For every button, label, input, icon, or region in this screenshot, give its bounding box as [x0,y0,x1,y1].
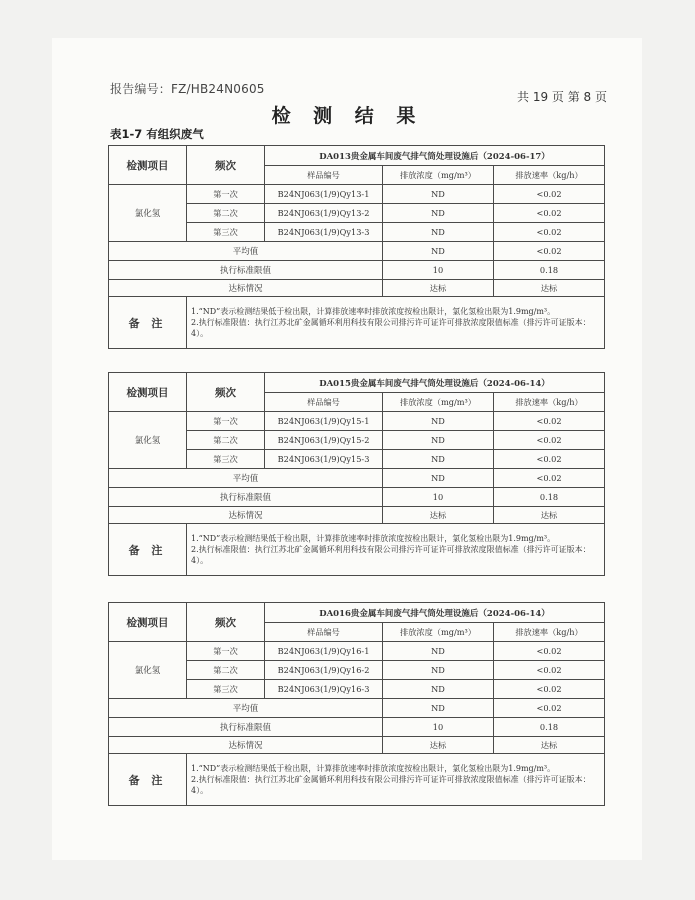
header-sample-no: 样品编号 [265,393,383,412]
page-title: 检 测 结 果 [271,105,424,127]
compliance-label: 达标情况 [109,737,383,754]
concentration-cell: ND [383,642,494,661]
remark-line-2: 2.执行标准限值：执行江苏北矿金属循环利用科技有限公司排污许可证许可排放浓度限值标准（排污许可证版本：4）。 [191,545,591,565]
header-rate: 排放速率（kg/h） [494,166,605,185]
header-item: 检测项目 [109,603,187,642]
header-concentration: 排放浓度（mg/m³） [383,623,494,642]
remark-text [187,524,605,576]
sample-cell: B24NJ063(1/9)Qy15-3 [265,450,383,469]
remark-line-2: 2.执行标准限值：执行江苏北矿金属循环利用科技有限公司排污许可证许可排放浓度限值标准（排污许可证版本：4）。 [191,775,591,795]
rate-cell: <0.02 [494,223,605,242]
remark-label: 备 注 [109,754,187,806]
average-rate: <0.02 [494,699,605,718]
limit-concentration: 10 [383,261,494,280]
header-rate: 排放速率（kg/h） [494,623,605,642]
compliance-concentration: 达标 [383,280,494,297]
header-item: 检测项目 [109,146,187,185]
sample-cell: B24NJ063(1/9)Qy13-2 [265,204,383,223]
remark-label: 备 注 [109,524,187,576]
table-label: 表1-7 有组织废气 [110,127,204,141]
remark-line-1: 1.“ND”表示检测结果低于检出限，计算排放速率时排放浓度按检出限计，氯化氢检出限为1.9mg/m³。 [191,764,556,773]
sample-cell: B24NJ063(1/9)Qy13-1 [265,185,383,204]
header-rate: 排放速率（kg/h） [494,393,605,412]
compliance-label: 达标情况 [109,280,383,297]
compliance-rate: 达标 [494,507,605,524]
frequency-cell: 第二次 [187,431,265,450]
results-table-3 [108,602,605,806]
pollutant-name: 氯化氢 [109,185,187,242]
compliance-concentration: 达标 [383,737,494,754]
remark-line-1: 1.“ND”表示检测结果低于检出限，计算排放速率时排放浓度按检出限计，氯化氢检出限为1.9mg/m³。 [191,307,556,316]
concentration-cell: ND [383,680,494,699]
limit-label: 执行标准限值 [109,261,383,280]
concentration-cell: ND [383,223,494,242]
frequency-cell: 第二次 [187,661,265,680]
average-label: 平均值 [109,699,383,718]
rate-cell: <0.02 [494,642,605,661]
page-count: 共 19 页 第 8 页 [517,90,607,104]
sample-cell: B24NJ063(1/9)Qy15-1 [265,412,383,431]
frequency-cell: 第三次 [187,450,265,469]
average-concentration: ND [383,469,494,488]
remark-text [187,754,605,806]
average-rate: <0.02 [494,469,605,488]
rate-cell: <0.02 [494,412,605,431]
sample-cell: B24NJ063(1/9)Qy13-3 [265,223,383,242]
rate-cell: <0.02 [494,680,605,699]
results-table-1 [108,145,605,349]
compliance-rate: 达标 [494,737,605,754]
frequency-cell: 第一次 [187,185,265,204]
average-rate: <0.02 [494,242,605,261]
compliance-label: 达标情况 [109,507,383,524]
limit-rate: 0.18 [494,261,605,280]
header-concentration: 排放浓度（mg/m³） [383,393,494,412]
header-frequency: 频次 [187,146,265,185]
remark-text [187,297,605,349]
limit-label: 执行标准限值 [109,718,383,737]
concentration-cell: ND [383,185,494,204]
remark-label: 备 注 [109,297,187,349]
facility-name: DA013贵金属车间废气排气筒处理设施后（2024-06-17） [265,146,605,166]
header-concentration: 排放浓度（mg/m³） [383,166,494,185]
report-number: 报告编号：FZ/HB24N0605 [110,82,265,96]
average-concentration: ND [383,242,494,261]
header-sample-no: 样品编号 [265,166,383,185]
rate-cell: <0.02 [494,204,605,223]
concentration-cell: ND [383,661,494,680]
sample-cell: B24NJ063(1/9)Qy16-3 [265,680,383,699]
frequency-cell: 第三次 [187,680,265,699]
concentration-cell: ND [383,431,494,450]
concentration-cell: ND [383,204,494,223]
limit-concentration: 10 [383,718,494,737]
frequency-cell: 第一次 [187,412,265,431]
sample-cell: B24NJ063(1/9)Qy15-2 [265,431,383,450]
rate-cell: <0.02 [494,661,605,680]
rate-cell: <0.02 [494,450,605,469]
frequency-cell: 第二次 [187,204,265,223]
concentration-cell: ND [383,412,494,431]
limit-concentration: 10 [383,488,494,507]
sample-cell: B24NJ063(1/9)Qy16-1 [265,642,383,661]
compliance-concentration: 达标 [383,507,494,524]
average-label: 平均值 [109,242,383,261]
average-concentration: ND [383,699,494,718]
limit-label: 执行标准限值 [109,488,383,507]
header-frequency: 频次 [187,603,265,642]
header-sample-no: 样品编号 [265,623,383,642]
rate-cell: <0.02 [494,431,605,450]
limit-rate: 0.18 [494,718,605,737]
concentration-cell: ND [383,450,494,469]
remark-line-2: 2.执行标准限值：执行江苏北矿金属循环利用科技有限公司排污许可证许可排放浓度限值标准（排污许可证版本：4）。 [191,318,591,338]
facility-name: DA015贵金属车间废气排气筒处理设施后（2024-06-14） [265,373,605,393]
remark-line-1: 1.“ND”表示检测结果低于检出限，计算排放速率时排放浓度按检出限计，氯化氢检出限为1.9mg/m³。 [191,534,556,543]
pollutant-name: 氯化氢 [109,412,187,469]
frequency-cell: 第三次 [187,223,265,242]
frequency-cell: 第一次 [187,642,265,661]
sample-cell: B24NJ063(1/9)Qy16-2 [265,661,383,680]
limit-rate: 0.18 [494,488,605,507]
header-item: 检测项目 [109,373,187,412]
rate-cell: <0.02 [494,185,605,204]
results-table-2 [108,372,605,576]
facility-name: DA016贵金属车间废气排气筒处理设施后（2024-06-14） [265,603,605,623]
pollutant-name: 氯化氢 [109,642,187,699]
average-label: 平均值 [109,469,383,488]
compliance-rate: 达标 [494,280,605,297]
header-frequency: 频次 [187,373,265,412]
